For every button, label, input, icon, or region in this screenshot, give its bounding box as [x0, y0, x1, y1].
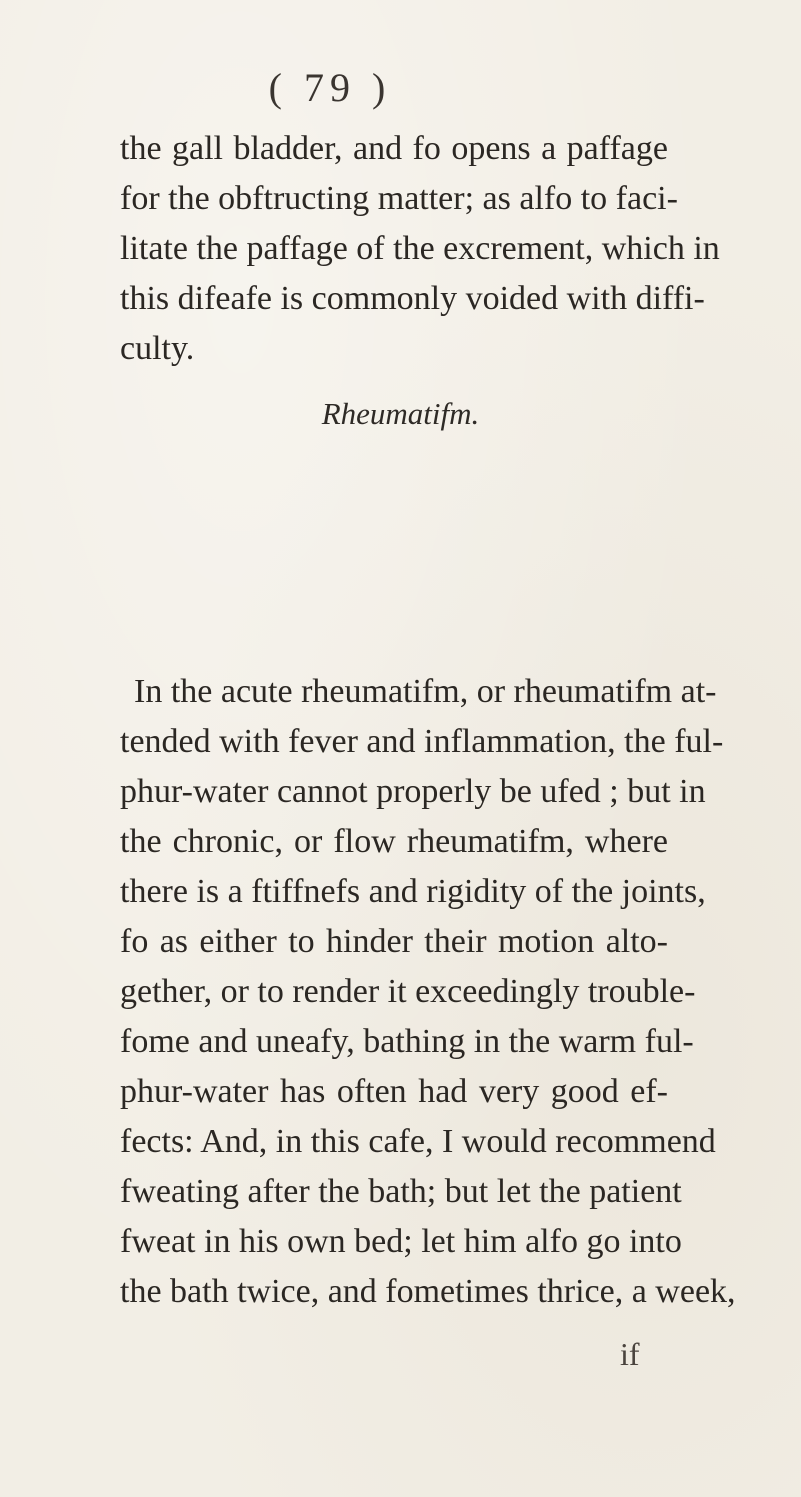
text-line: there is a ftiffnefs and rigidity of the joints, [120, 873, 706, 910]
text-line: In the acute rheumatifm, or rheumatifm at- [134, 673, 717, 710]
text-line: fo as either to hinder their motion alto- [120, 923, 668, 960]
text-line: tended with fever and inflammation, the ful- [120, 723, 724, 760]
text-line: fects: And, in this cafe, I would recommend [120, 1123, 716, 1160]
text-line: fweat in his own bed; let him alfo go into [120, 1223, 682, 1260]
text-line: litate the paffage of the excrement, which in [120, 230, 720, 267]
text-line: the chronic, or flow rheumatifm, where [120, 823, 668, 860]
text-line: this difeafe is commonly voided with diffi- [120, 280, 705, 317]
paragraph-rheumatism [120, 667, 736, 1317]
section-heading-rheumatism: Rheumatifm. [321, 396, 480, 431]
text-line: the bath twice, and fometimes thrice, a week, [120, 1273, 736, 1310]
text-line: fome and uneafy, bathing in the warm ful- [120, 1023, 694, 1060]
paragraph-gall-bladder [120, 124, 720, 374]
text-line: for the obftructing matter; as alfo to faci- [120, 180, 678, 217]
page-number: ( 79 ) [268, 65, 392, 110]
catchword: if [620, 1336, 640, 1372]
text-line: fweating after the bath; but let the patient [120, 1173, 682, 1210]
text-line: phur-water has often had very good ef- [120, 1073, 668, 1110]
text-line: the gall bladder, and fo opens a paffage [120, 130, 668, 167]
text-line: gether, or to render it exceedingly trouble- [120, 973, 696, 1010]
text-line: culty. [120, 330, 195, 367]
text-line: phur-water cannot properly be ufed ; but in [120, 773, 706, 810]
